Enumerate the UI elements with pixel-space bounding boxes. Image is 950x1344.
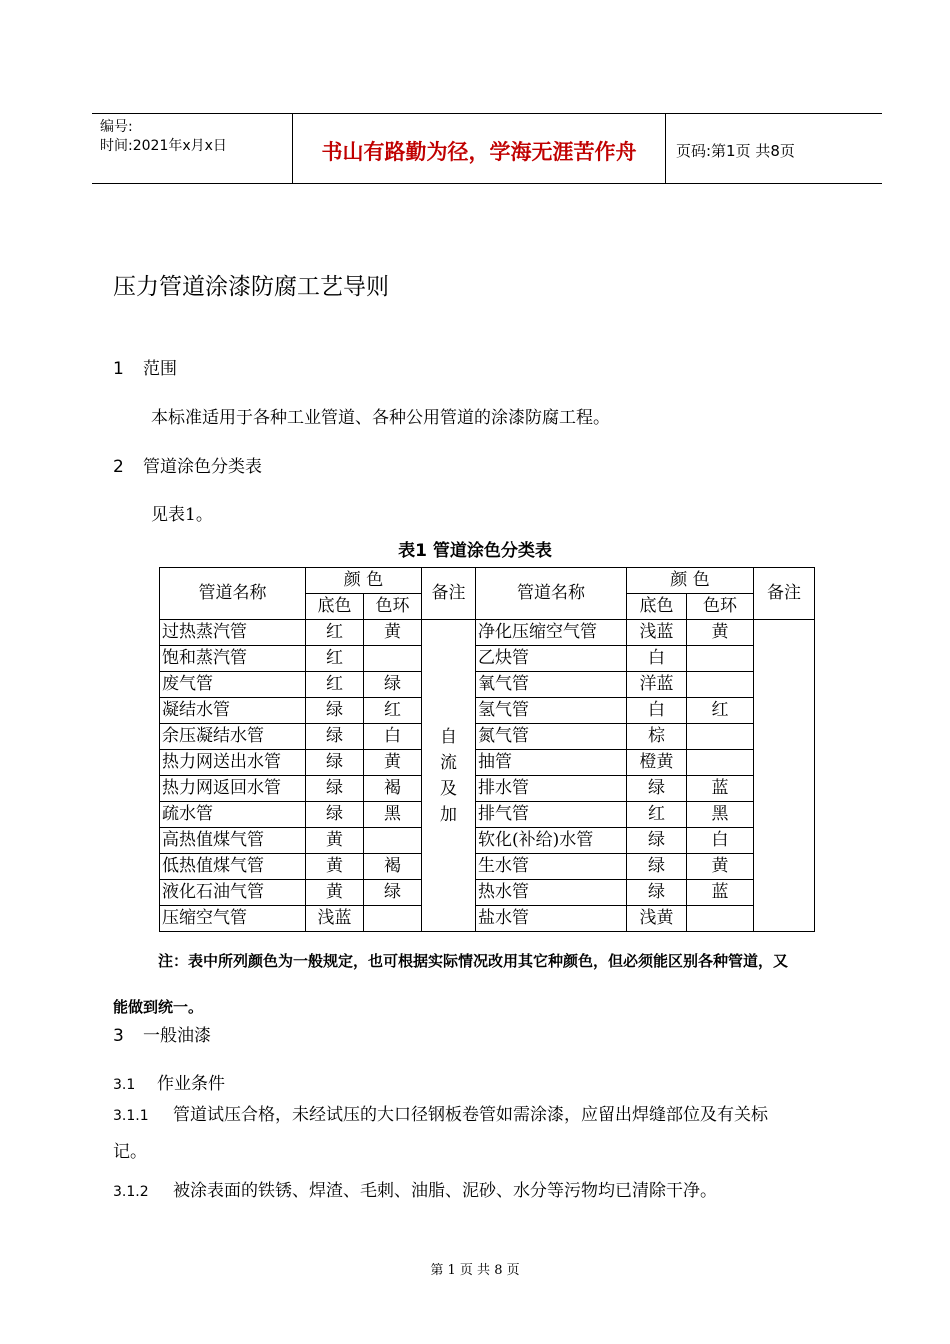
cell-pipe-name: 氧气管 <box>476 672 627 698</box>
cell-base-color: 绿 <box>627 880 687 906</box>
cell-remark-left <box>422 620 476 932</box>
section-1-heading <box>113 354 177 379</box>
section-number: 1 <box>113 359 124 379</box>
cell-base-color: 绿 <box>306 724 364 750</box>
header-pipe-name: 管道名称 <box>476 568 627 620</box>
table-row <box>160 828 815 854</box>
remark-char: 及 <box>440 778 457 799</box>
cell-base-color: 橙黄 <box>627 750 687 776</box>
remark-char: 自 <box>440 726 457 747</box>
table-row <box>160 750 815 776</box>
cell-ring-color: 蓝 <box>687 880 754 906</box>
item-number: 3.1.1 <box>113 1108 149 1124</box>
table-row <box>160 672 815 698</box>
code-label: 编号: <box>100 119 133 135</box>
section-number: 2 <box>113 457 124 477</box>
cell-base-color: 红 <box>306 620 364 646</box>
cell-pipe-name: 氢气管 <box>476 698 627 724</box>
cell-ring-color: 黑 <box>364 802 422 828</box>
cell-pipe-name: 高热值煤气管 <box>160 828 306 854</box>
cell-base-color: 绿 <box>306 802 364 828</box>
cell-base-color: 绿 <box>306 698 364 724</box>
cell-ring-color <box>687 672 754 698</box>
cell-base-color: 绿 <box>627 776 687 802</box>
document-title: 压力管道涂漆防腐工艺导则 <box>113 274 389 300</box>
table-row <box>160 620 815 646</box>
cell-pipe-name: 饱和蒸汽管 <box>160 646 306 672</box>
cell-pipe-name: 盐水管 <box>476 906 627 932</box>
cell-base-color: 棕 <box>627 724 687 750</box>
table-note <box>113 938 873 1030</box>
cell-ring-color <box>687 750 754 776</box>
cell-pipe-name: 废气管 <box>160 672 306 698</box>
cell-base-color: 红 <box>306 646 364 672</box>
cell-pipe-name: 压缩空气管 <box>160 906 306 932</box>
header-divider <box>665 114 666 183</box>
cell-ring-color: 褐 <box>364 854 422 880</box>
cell-pipe-name: 生水管 <box>476 854 627 880</box>
cell-ring-color: 黑 <box>687 802 754 828</box>
time-label: 时间:2021年x月x日 <box>100 138 227 154</box>
cell-base-color: 洋蓝 <box>627 672 687 698</box>
item-3-1-1 <box>113 1097 873 1170</box>
item-number: 3.1.2 <box>113 1184 149 1200</box>
cell-base-color: 白 <box>627 698 687 724</box>
header-left <box>100 118 227 156</box>
cell-ring-color: 黄 <box>687 854 754 880</box>
table-row <box>160 698 815 724</box>
section-title: 一般油漆 <box>143 1026 211 1046</box>
section-2-text: 见表1。 <box>151 505 213 525</box>
header-base-color: 底色 <box>627 594 687 620</box>
item-text: 被涂表面的铁锈、焊渣、毛刺、油脂、泥砂、水分等污物均已清除干净。 <box>173 1181 717 1201</box>
page-footer: 第 1 页 共 8 页 <box>430 1263 520 1278</box>
table-row <box>160 776 815 802</box>
header-color: 颜 色 <box>306 568 422 594</box>
pipe-color-table <box>159 567 815 932</box>
cell-ring-color <box>364 906 422 932</box>
cell-base-color: 绿 <box>306 750 364 776</box>
cell-ring-color: 黄 <box>364 750 422 776</box>
header-ring-color: 色环 <box>364 594 422 620</box>
page-header <box>92 113 882 184</box>
item-3-1-2 <box>113 1173 873 1210</box>
cell-ring-color: 黄 <box>687 620 754 646</box>
section-number: 3 <box>113 1026 124 1046</box>
cell-ring-color <box>687 646 754 672</box>
cell-ring-color: 红 <box>364 698 422 724</box>
cell-pipe-name: 软化(补给)水管 <box>476 828 627 854</box>
note-line-1: 注：表中所列颜色为一般规定，也可根据实际情况改用其它种颜色，但必须能区别各种管道，又 <box>158 952 789 970</box>
cell-ring-color: 蓝 <box>687 776 754 802</box>
cell-pipe-name: 热水管 <box>476 880 627 906</box>
cell-base-color: 浅黄 <box>627 906 687 932</box>
cell-base-color: 黄 <box>306 854 364 880</box>
section-3-heading <box>113 1021 211 1046</box>
cell-ring-color: 绿 <box>364 672 422 698</box>
item-text-continued: 记。 <box>113 1142 147 1162</box>
cell-ring-color <box>364 646 422 672</box>
table-row <box>160 854 815 880</box>
table-row <box>160 802 815 828</box>
subsection-3-1-heading <box>113 1069 225 1094</box>
cell-ring-color: 红 <box>687 698 754 724</box>
table-row <box>160 906 815 932</box>
table-row <box>160 724 815 750</box>
section-title: 范围 <box>143 359 177 379</box>
table-row <box>160 646 815 672</box>
cell-pipe-name: 余压凝结水管 <box>160 724 306 750</box>
cell-pipe-name: 净化压缩空气管 <box>476 620 627 646</box>
header-ring-color: 色环 <box>687 594 754 620</box>
cell-pipe-name: 过热蒸汽管 <box>160 620 306 646</box>
table-caption: 表1 管道涂色分类表 <box>398 541 552 561</box>
cell-base-color: 浅蓝 <box>306 906 364 932</box>
remark-char: 流 <box>440 752 457 773</box>
cell-ring-color: 白 <box>364 724 422 750</box>
header-pipe-name: 管道名称 <box>160 568 306 620</box>
header-color: 颜 色 <box>627 568 754 594</box>
cell-base-color: 绿 <box>627 828 687 854</box>
cell-pipe-name: 抽管 <box>476 750 627 776</box>
cell-ring-color <box>364 828 422 854</box>
cell-base-color: 浅蓝 <box>627 620 687 646</box>
cell-base-color: 绿 <box>627 854 687 880</box>
cell-pipe-name: 排水管 <box>476 776 627 802</box>
item-text: 管道试压合格，未经试压的大口径钢板卷管如需涂漆，应留出焊缝部位及有关标 <box>173 1105 768 1125</box>
cell-pipe-name: 液化石油气管 <box>160 880 306 906</box>
cell-pipe-name: 乙炔管 <box>476 646 627 672</box>
cell-pipe-name: 低热值煤气管 <box>160 854 306 880</box>
cell-pipe-name: 氮气管 <box>476 724 627 750</box>
subsection-title: 作业条件 <box>157 1074 225 1094</box>
header-remark: 备注 <box>754 568 815 620</box>
header-motto: 书山有路勤为径，学海无涯苦作舟 <box>321 140 637 164</box>
cell-base-color: 黄 <box>306 880 364 906</box>
cell-pipe-name: 凝结水管 <box>160 698 306 724</box>
subsection-number: 3.1 <box>113 1077 136 1093</box>
cell-pipe-name: 热力网返回水管 <box>160 776 306 802</box>
cell-pipe-name: 疏水管 <box>160 802 306 828</box>
cell-base-color: 黄 <box>306 828 364 854</box>
note-line-2: 能做到统一。 <box>113 998 204 1016</box>
cell-ring-color: 白 <box>687 828 754 854</box>
table-row <box>160 880 815 906</box>
cell-base-color: 红 <box>627 802 687 828</box>
header-base-color: 底色 <box>306 594 364 620</box>
cell-ring-color <box>687 724 754 750</box>
cell-remark-right <box>754 620 815 932</box>
cell-pipe-name: 热力网送出水管 <box>160 750 306 776</box>
section-title: 管道涂色分类表 <box>143 457 262 477</box>
cell-ring-color: 黄 <box>364 620 422 646</box>
section-2-heading <box>113 452 262 477</box>
cell-ring-color <box>687 906 754 932</box>
cell-ring-color: 绿 <box>364 880 422 906</box>
cell-base-color: 白 <box>627 646 687 672</box>
cell-base-color: 绿 <box>306 776 364 802</box>
header-page-info: 页码:第1页 共8页 <box>676 142 795 160</box>
section-1-text: 本标准适用于各种工业管道、各种公用管道的涂漆防腐工程。 <box>151 408 610 428</box>
remark-char: 加 <box>440 804 457 825</box>
header-remark: 备注 <box>422 568 476 620</box>
cell-pipe-name: 排气管 <box>476 802 627 828</box>
cell-base-color: 红 <box>306 672 364 698</box>
cell-ring-color: 褐 <box>364 776 422 802</box>
